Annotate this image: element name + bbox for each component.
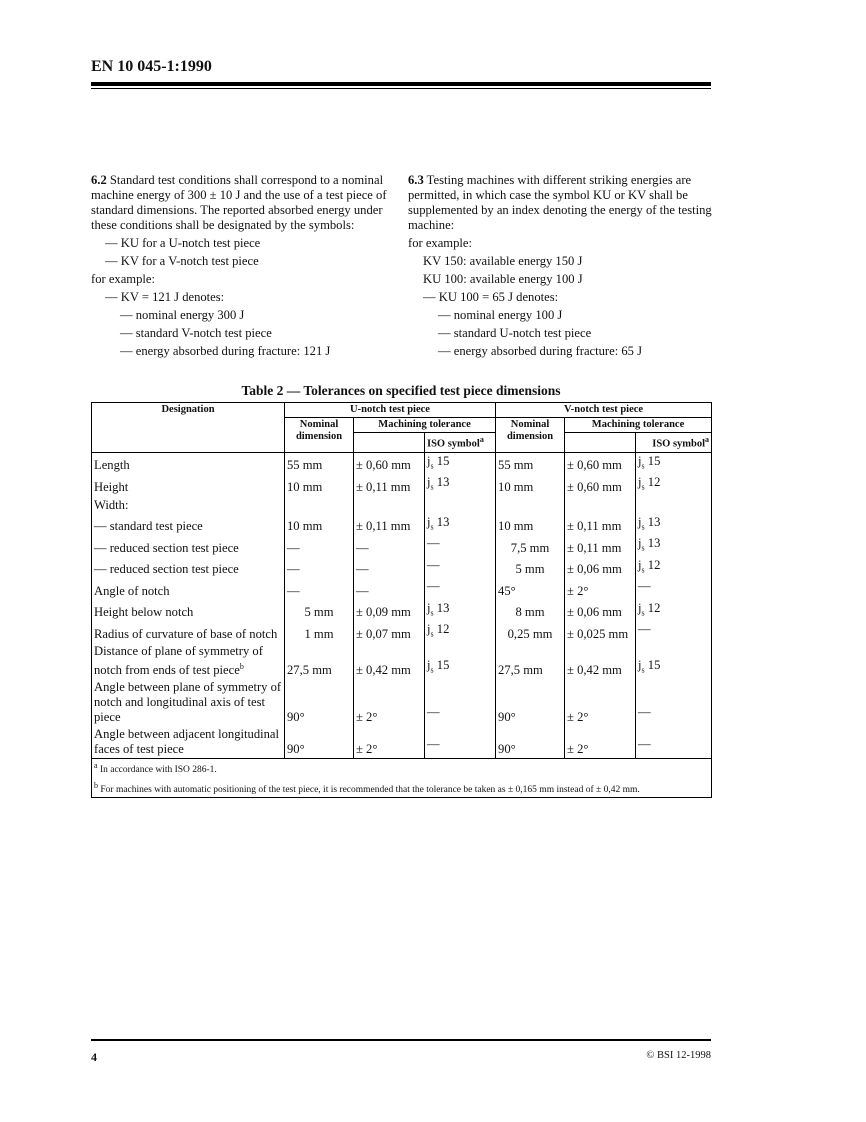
v-iso-cell (636, 496, 712, 514)
footnote-a: $^a$ In accordance with ISO 286-1. (94, 760, 217, 775)
left-column (91, 173, 391, 359)
example-main: — KU 100 = 65 J denotes: (423, 290, 559, 304)
v-iso-cell: $j_s$ 13 (636, 535, 712, 557)
row-designation: Length (92, 452, 285, 474)
u-tolerance-cell: — (354, 535, 425, 557)
u-iso-cell: $j_s$ 13 (425, 514, 496, 536)
row-designation: — standard test piece (92, 514, 285, 536)
v-iso-cell: $j_s$ 12 (636, 600, 712, 622)
v-tolerance-cell (565, 496, 636, 514)
header-designation: Designation (92, 403, 285, 453)
table-row (92, 452, 712, 474)
u-nominal-cell: 90° (285, 679, 354, 726)
v-nominal-cell: 0,25 mm (496, 621, 565, 643)
clause-number: 6.3 (408, 173, 424, 187)
example-sub: — standard V-notch test piece (120, 326, 272, 340)
row-designation: Height (92, 474, 285, 496)
u-nominal-cell: 10 mm (285, 514, 354, 536)
header-v-notch: V-notch test piece (496, 403, 712, 418)
v-iso-cell: $j_s$ 12 (636, 474, 712, 496)
v-tolerance-cell: ± 0,42 mm (565, 643, 636, 679)
u-tolerance-cell: ± 0,60 mm (354, 452, 425, 474)
table-row (92, 514, 712, 536)
table-row (92, 643, 712, 679)
v-iso-cell: $j_s$ 12 (636, 557, 712, 579)
header-v-tol-blank (565, 433, 636, 453)
v-iso-cell: — (636, 726, 712, 759)
row-designation: Height below notch (92, 600, 285, 622)
u-iso-cell: — (425, 578, 496, 600)
row-designation: Distance of plane of symmetry of notch from ends of test piece$^b$ (92, 643, 285, 679)
clause-6-2 (91, 173, 391, 233)
u-tolerance-cell: ± 0,11 mm (354, 474, 425, 496)
footnote-b: $^b$ For machines with automatic positioning of the test piece, it is recommended that the tolerance be taken as ± 0,165 mm instead of ± 0,42 mm. (94, 780, 640, 796)
u-nominal-cell: 1 mm (285, 621, 354, 643)
example-main: — KV = 121 J denotes: (105, 290, 225, 304)
table-row (92, 535, 712, 557)
u-nominal-cell: 10 mm (285, 474, 354, 496)
v-tolerance-cell: ± 0,11 mm (565, 535, 636, 557)
footer-rule (91, 1039, 711, 1041)
u-tolerance-cell: ± 0,11 mm (354, 514, 425, 536)
v-tolerance-cell: ± 0,025 mm (565, 621, 636, 643)
v-nominal-cell (496, 496, 565, 514)
right-column (408, 173, 713, 359)
row-designation: Angle between adjacent longitudinal faces of test piece (92, 726, 285, 759)
header-v-iso: ISO symbol$^a$ (636, 433, 712, 453)
u-tolerance-cell: ± 0,42 mm (354, 643, 425, 679)
example-line: KU 100: available energy 100 J (423, 272, 583, 286)
header-u-iso: ISO symbol$^a$ (425, 433, 496, 453)
clause-number: 6.2 (91, 173, 107, 187)
v-tolerance-cell: ± 2° (565, 679, 636, 726)
u-tolerance-cell: ± 0,09 mm (354, 600, 425, 622)
v-nominal-cell: 55 mm (496, 452, 565, 474)
header-u-nominal: Nominal dimension (285, 418, 354, 453)
u-iso-cell: — (425, 679, 496, 726)
example-sub: — standard U-notch test piece (438, 326, 592, 340)
u-nominal-cell: — (285, 535, 354, 557)
v-tolerance-cell: ± 0,60 mm (565, 452, 636, 474)
clause-text: Standard test conditions shall correspond to a nominal machine energy of 300 ± 10 J and the use of a test piece of standard dimensions. The reported absorbed energy under these conditions shall be designated by the symbols: (91, 173, 387, 232)
v-tolerance-cell: ± 0,60 mm (565, 474, 636, 496)
row-designation: Angle of notch (92, 578, 285, 600)
u-iso-cell: $j_s$ 15 (425, 452, 496, 474)
v-nominal-cell: 7,5 mm (496, 535, 565, 557)
u-iso-cell: $j_s$ 15 (425, 643, 496, 679)
u-tolerance-cell (354, 496, 425, 514)
table-row (92, 578, 712, 600)
list-item: — KV for a V-notch test piece (105, 254, 259, 268)
row-designation: Radius of curvature of base of notch (92, 621, 285, 643)
u-iso-cell: $j_s$ 13 (425, 600, 496, 622)
u-tolerance-cell: — (354, 578, 425, 600)
table-row (92, 679, 712, 726)
table-row (92, 557, 712, 579)
header-v-nominal: Nominal dimension (496, 418, 565, 453)
table-title: Table 2 — Tolerances on specified test piece dimensions (241, 383, 561, 398)
page-number: 4 (91, 1050, 97, 1064)
table-footnotes (92, 758, 712, 797)
list-item: — KU for a U-notch test piece (105, 236, 261, 250)
copyright-notice: © BSI 12-1998 (646, 1050, 711, 1061)
table-row (92, 621, 712, 643)
tolerances-table (91, 402, 712, 798)
clause-6-3 (408, 173, 713, 233)
u-nominal-cell: 5 mm (285, 600, 354, 622)
v-nominal-cell: 90° (496, 679, 565, 726)
row-designation: — reduced section test piece (92, 557, 285, 579)
v-nominal-cell: 27,5 mm (496, 643, 565, 679)
row-designation: Width: (92, 496, 285, 514)
v-nominal-cell: 8 mm (496, 600, 565, 622)
table-row (92, 496, 712, 514)
u-nominal-cell: — (285, 578, 354, 600)
u-nominal-cell: — (285, 557, 354, 579)
example-label: for example: (408, 236, 472, 250)
v-iso-cell: — (636, 621, 712, 643)
u-nominal-cell (285, 496, 354, 514)
clause-text: Testing machines with different striking energies are permitted, in which case the symbol KU or KV shall be supplemented by an index denoting the energy of the testing machine: (408, 173, 712, 232)
table-row (92, 600, 712, 622)
example-label: for example: (91, 272, 155, 286)
v-nominal-cell: 5 mm (496, 557, 565, 579)
v-iso-cell: $j_s$ 15 (636, 452, 712, 474)
header-u-notch: U-notch test piece (285, 403, 496, 418)
v-tolerance-cell: ± 2° (565, 726, 636, 759)
u-iso-cell: — (425, 535, 496, 557)
v-iso-cell: $j_s$ 13 (636, 514, 712, 536)
u-tolerance-cell: ± 2° (354, 726, 425, 759)
v-nominal-cell: 10 mm (496, 474, 565, 496)
row-designation: Angle between plane of symmetry of notch and longitudinal axis of test piece (92, 679, 285, 726)
v-tolerance-cell: ± 0,11 mm (565, 514, 636, 536)
u-iso-cell: $j_s$ 13 (425, 474, 496, 496)
v-iso-cell: — (636, 578, 712, 600)
u-nominal-cell: 55 mm (285, 452, 354, 474)
header-v-machining: Machining tolerance (565, 418, 712, 433)
table-row (92, 726, 712, 759)
document-header-title: EN 10 045-1:1990 (91, 58, 212, 75)
v-tolerance-cell: ± 2° (565, 578, 636, 600)
example-sub: — nominal energy 300 J (120, 308, 245, 322)
v-nominal-cell: 10 mm (496, 514, 565, 536)
header-rule (91, 82, 711, 86)
u-iso-cell: — (425, 557, 496, 579)
u-nominal-cell: 27,5 mm (285, 643, 354, 679)
v-iso-cell: — (636, 679, 712, 726)
example-sub: — nominal energy 100 J (438, 308, 563, 322)
u-tolerance-cell: — (354, 557, 425, 579)
u-tolerance-cell: ± 2° (354, 679, 425, 726)
table-row (92, 474, 712, 496)
v-tolerance-cell: ± 0,06 mm (565, 557, 636, 579)
example-sub: — energy absorbed during fracture: 121 J (120, 344, 331, 358)
v-nominal-cell: 90° (496, 726, 565, 759)
u-iso-cell: — (425, 726, 496, 759)
row-designation: — reduced section test piece (92, 535, 285, 557)
table-body (92, 452, 712, 758)
example-sub: — energy absorbed during fracture: 65 J (438, 344, 643, 358)
v-nominal-cell: 45° (496, 578, 565, 600)
header-rule-thin (91, 88, 711, 89)
u-iso-cell: $j_s$ 12 (425, 621, 496, 643)
example-line: KV 150: available energy 150 J (423, 254, 583, 268)
header-u-tol-blank (354, 433, 425, 453)
v-tolerance-cell: ± 0,06 mm (565, 600, 636, 622)
u-iso-cell (425, 496, 496, 514)
u-tolerance-cell: ± 0,07 mm (354, 621, 425, 643)
header-u-machining: Machining tolerance (354, 418, 496, 433)
v-iso-cell: $j_s$ 15 (636, 643, 712, 679)
u-nominal-cell: 90° (285, 726, 354, 759)
